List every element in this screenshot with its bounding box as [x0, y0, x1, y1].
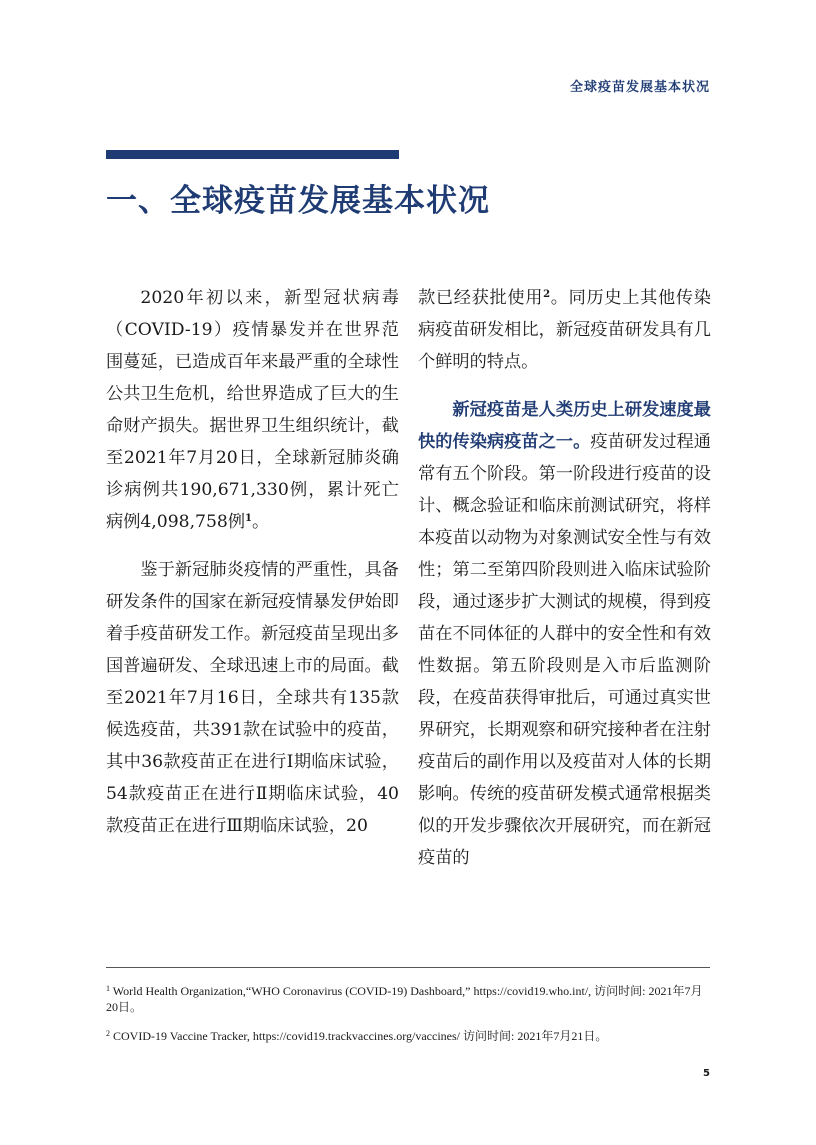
running-header: 全球疫苗发展基本状况 [569, 80, 710, 95]
title-bar [106, 150, 399, 159]
footnote-1-number: 1 [106, 984, 110, 993]
footnote-2 [106, 1028, 710, 1044]
footnote-2-text: COVID-19 Vaccine Tracker, https://covid19.trackvaccines.org/vaccines/ 访问时间: 2021年7月21日。 [113, 1029, 608, 1043]
paragraph-intro [106, 282, 399, 538]
footnote-ref-1: 1 [245, 513, 253, 524]
paragraph-continuation [418, 282, 711, 378]
footnote-divider [106, 967, 710, 968]
paragraph-intro-end: 。 [252, 512, 270, 532]
page-number: 5 [703, 1068, 710, 1079]
body-column-right [418, 282, 711, 874]
paragraph-speed-text: 疫苗研发过程通常有五个阶段。第一阶段进行疫苗的设计、概念验证和临床前测试研究，将样本疫苗以动物为对象测试安全性与有效性；第二至第四阶段则进入临床试验阶段，通过逐步扩大测试的规模，得到疫苗在不同体征的人群中的安全性和有效性数据。第五阶段则是入市后监测阶段，在疫苗获得审批后，可通过真实世界研究，长期观察和研究接种者在注射疫苗后的副作用以及疫苗对人体的长期影响。传统的疫苗研发模式通常根据类似的开发步骤依次开展研究，而在新冠疫苗的 [418, 432, 711, 868]
footnotes [106, 983, 710, 1044]
highlight-lead: 新冠疫苗是人类历史上研发速度最快的传染病疫苗之一。 [418, 400, 711, 452]
body-column-left [106, 282, 399, 842]
footnote-ref-2: 2 [543, 289, 551, 300]
paragraph-speed [418, 394, 711, 874]
paragraph-continuation-start: 款已经获批使用 [418, 288, 544, 308]
section-title: 一、全球疫苗发展基本状况 [106, 183, 490, 219]
paragraph-development: 鉴于新冠肺炎疫情的严重性，具备研发条件的国家在新冠疫情暴发伊始即着手疫苗研发工作。新冠疫苗呈现出多国普遍研发、全球迅速上市的局面。截至2021年7月16日，全球共有135款候选疫苗，共391款在试验中的疫苗，其中36款疫苗正在进行Ⅰ期临床试验，54款疫苗正在进行Ⅱ期临床试验，40款疫苗正在进行Ⅲ期临床试验，20 [106, 560, 399, 836]
footnote-1 [106, 983, 710, 1015]
paragraph-continuation-rest: 。同历史上其他传染病疫苗研发相比，新冠疫苗研发具有几个鲜明的特点。 [418, 288, 711, 372]
paragraph-intro-text: 2020年初以来，新型冠状病毒（COVID-19）疫情暴发并在世界范围蔓延，已造成百年来最严重的全球性公共卫生危机，给世界造成了巨大的生命财产损失。据世界卫生组织统计，截至2021年7月20日，全球新冠肺炎确诊病例共190,671,330例，累计死亡病例4,098,758例 [106, 288, 399, 532]
footnote-1-text: World Health Organization,“WHO Coronavirus (COVID-19) Dashboard,” https://covid19.who.int/, 访问时间: 2021年7月20日。 [106, 984, 703, 1014]
footnote-2-number: 2 [106, 1029, 110, 1038]
